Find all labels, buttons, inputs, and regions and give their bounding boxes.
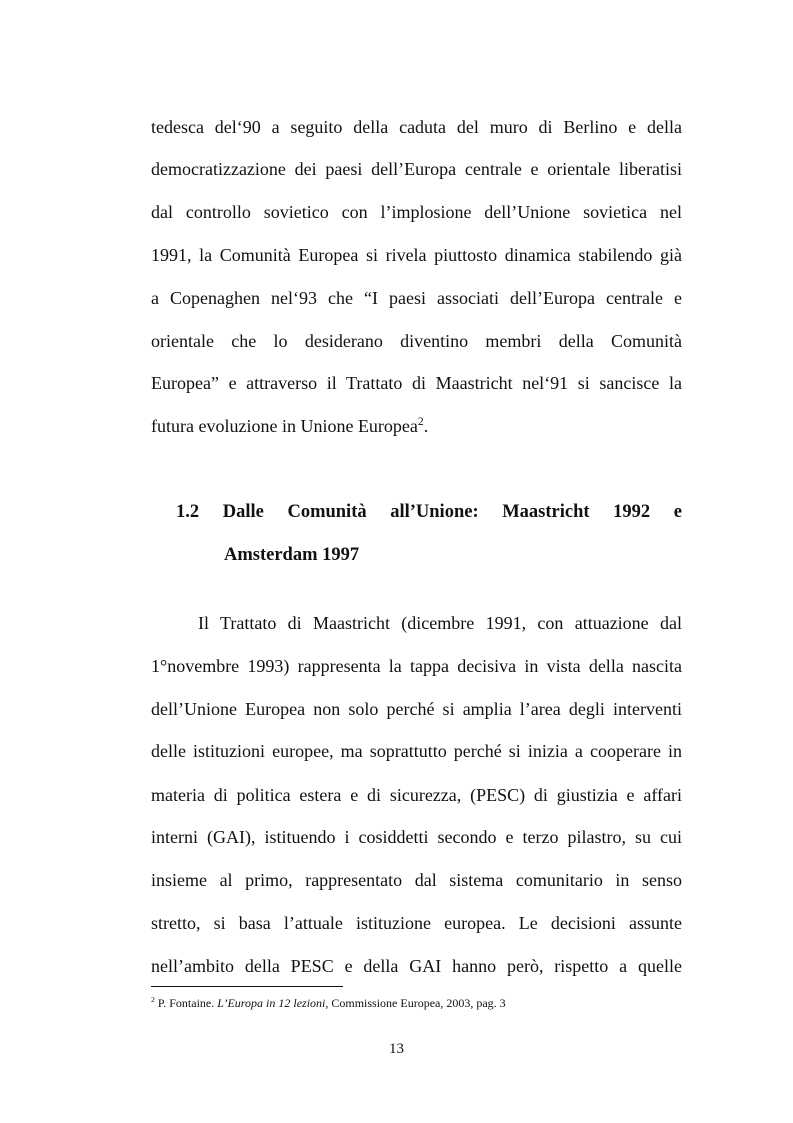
footnote-title: L’Europa in 12 lezioni xyxy=(217,996,326,1010)
paragraph-1-period: . xyxy=(423,416,429,436)
paragraph-1-line-7: Europea” e attraverso il Trattato di Maastricht nel‘91 si sancisce la xyxy=(151,373,682,393)
section-heading-line-2: Amsterdam 1997 xyxy=(224,545,360,565)
heading-word: e xyxy=(673,502,682,522)
paragraph-2-line-2: 1°novembre 1993) rappresenta la tappa decisiva in vista della nascita xyxy=(151,656,682,676)
heading-word: Maastricht xyxy=(502,502,590,522)
paragraph-1-line-6: orientale che lo desiderano diventino membri della Comunità xyxy=(151,331,682,351)
footnote-separator xyxy=(151,986,343,987)
paragraph-2-line-8: stretto, si basa l’attuale istituzione europea. Le decisioni assunte xyxy=(151,913,682,933)
paragraph-2-line-5: materia di politica estera e di sicurezza, (PESC) di giustizia e affari xyxy=(151,785,682,805)
paragraph-2-line-6: interni (GAI), istituendo i cosiddetti secondo e terzo pilastro, su cui xyxy=(151,827,682,847)
footnote-rest: , Commissione Europea, 2003, pag. 3 xyxy=(325,996,506,1010)
heading-word: all’Unione: xyxy=(390,502,479,522)
heading-word: 1992 xyxy=(613,502,651,522)
footnote-author: P. Fontaine. xyxy=(154,996,218,1010)
paragraph-2-line-4: delle istituzioni europee, ma soprattutto perché si inizia a cooperare in xyxy=(151,741,682,761)
paragraph-1-last-text: futura evoluzione in Unione Europea xyxy=(151,416,418,436)
paragraph-1-line-1: tedesca del‘90 a seguito della caduta del muro di Berlino e della xyxy=(151,117,682,137)
paragraph-1-line-8 xyxy=(151,415,682,437)
section-number: 1.2 xyxy=(176,502,200,522)
heading-word: Dalle xyxy=(222,502,264,522)
paragraph-1-line-5: a Copenaghen nel‘93 che “I paesi associati dell’Europa centrale e xyxy=(151,288,682,308)
page-number: 13 xyxy=(389,1041,404,1057)
paragraph-1-line-3: dal controllo sovietico con l’implosione dell’Unione sovietica nel xyxy=(151,202,682,222)
paragraph-1-line-4: 1991, la Comunità Europea si rivela piuttosto dinamica stabilendo già xyxy=(151,245,682,265)
paragraph-2-line-3: dell’Unione Europea non solo perché si amplia l’area degli interventi xyxy=(151,699,682,719)
paragraph-1-line-2: democratizzazione dei paesi dell’Europa centrale e orientale liberatisi xyxy=(151,159,682,179)
footnote xyxy=(151,996,506,1011)
footnote-reference: 2 xyxy=(417,415,424,428)
paragraph-2-line-7: insieme al primo, rappresentato dal sistema comunitario in senso xyxy=(151,870,682,890)
paragraph-2-line-9: nell’ambito della PESC e della GAI hanno però, rispetto a quelle xyxy=(151,956,682,976)
paragraph-2-line-1: Il Trattato di Maastricht (dicembre 1991, con attuazione dal xyxy=(198,613,682,633)
heading-word: Comunità xyxy=(287,502,367,522)
footnote-number: 2 xyxy=(151,995,155,1004)
section-heading xyxy=(176,502,682,523)
